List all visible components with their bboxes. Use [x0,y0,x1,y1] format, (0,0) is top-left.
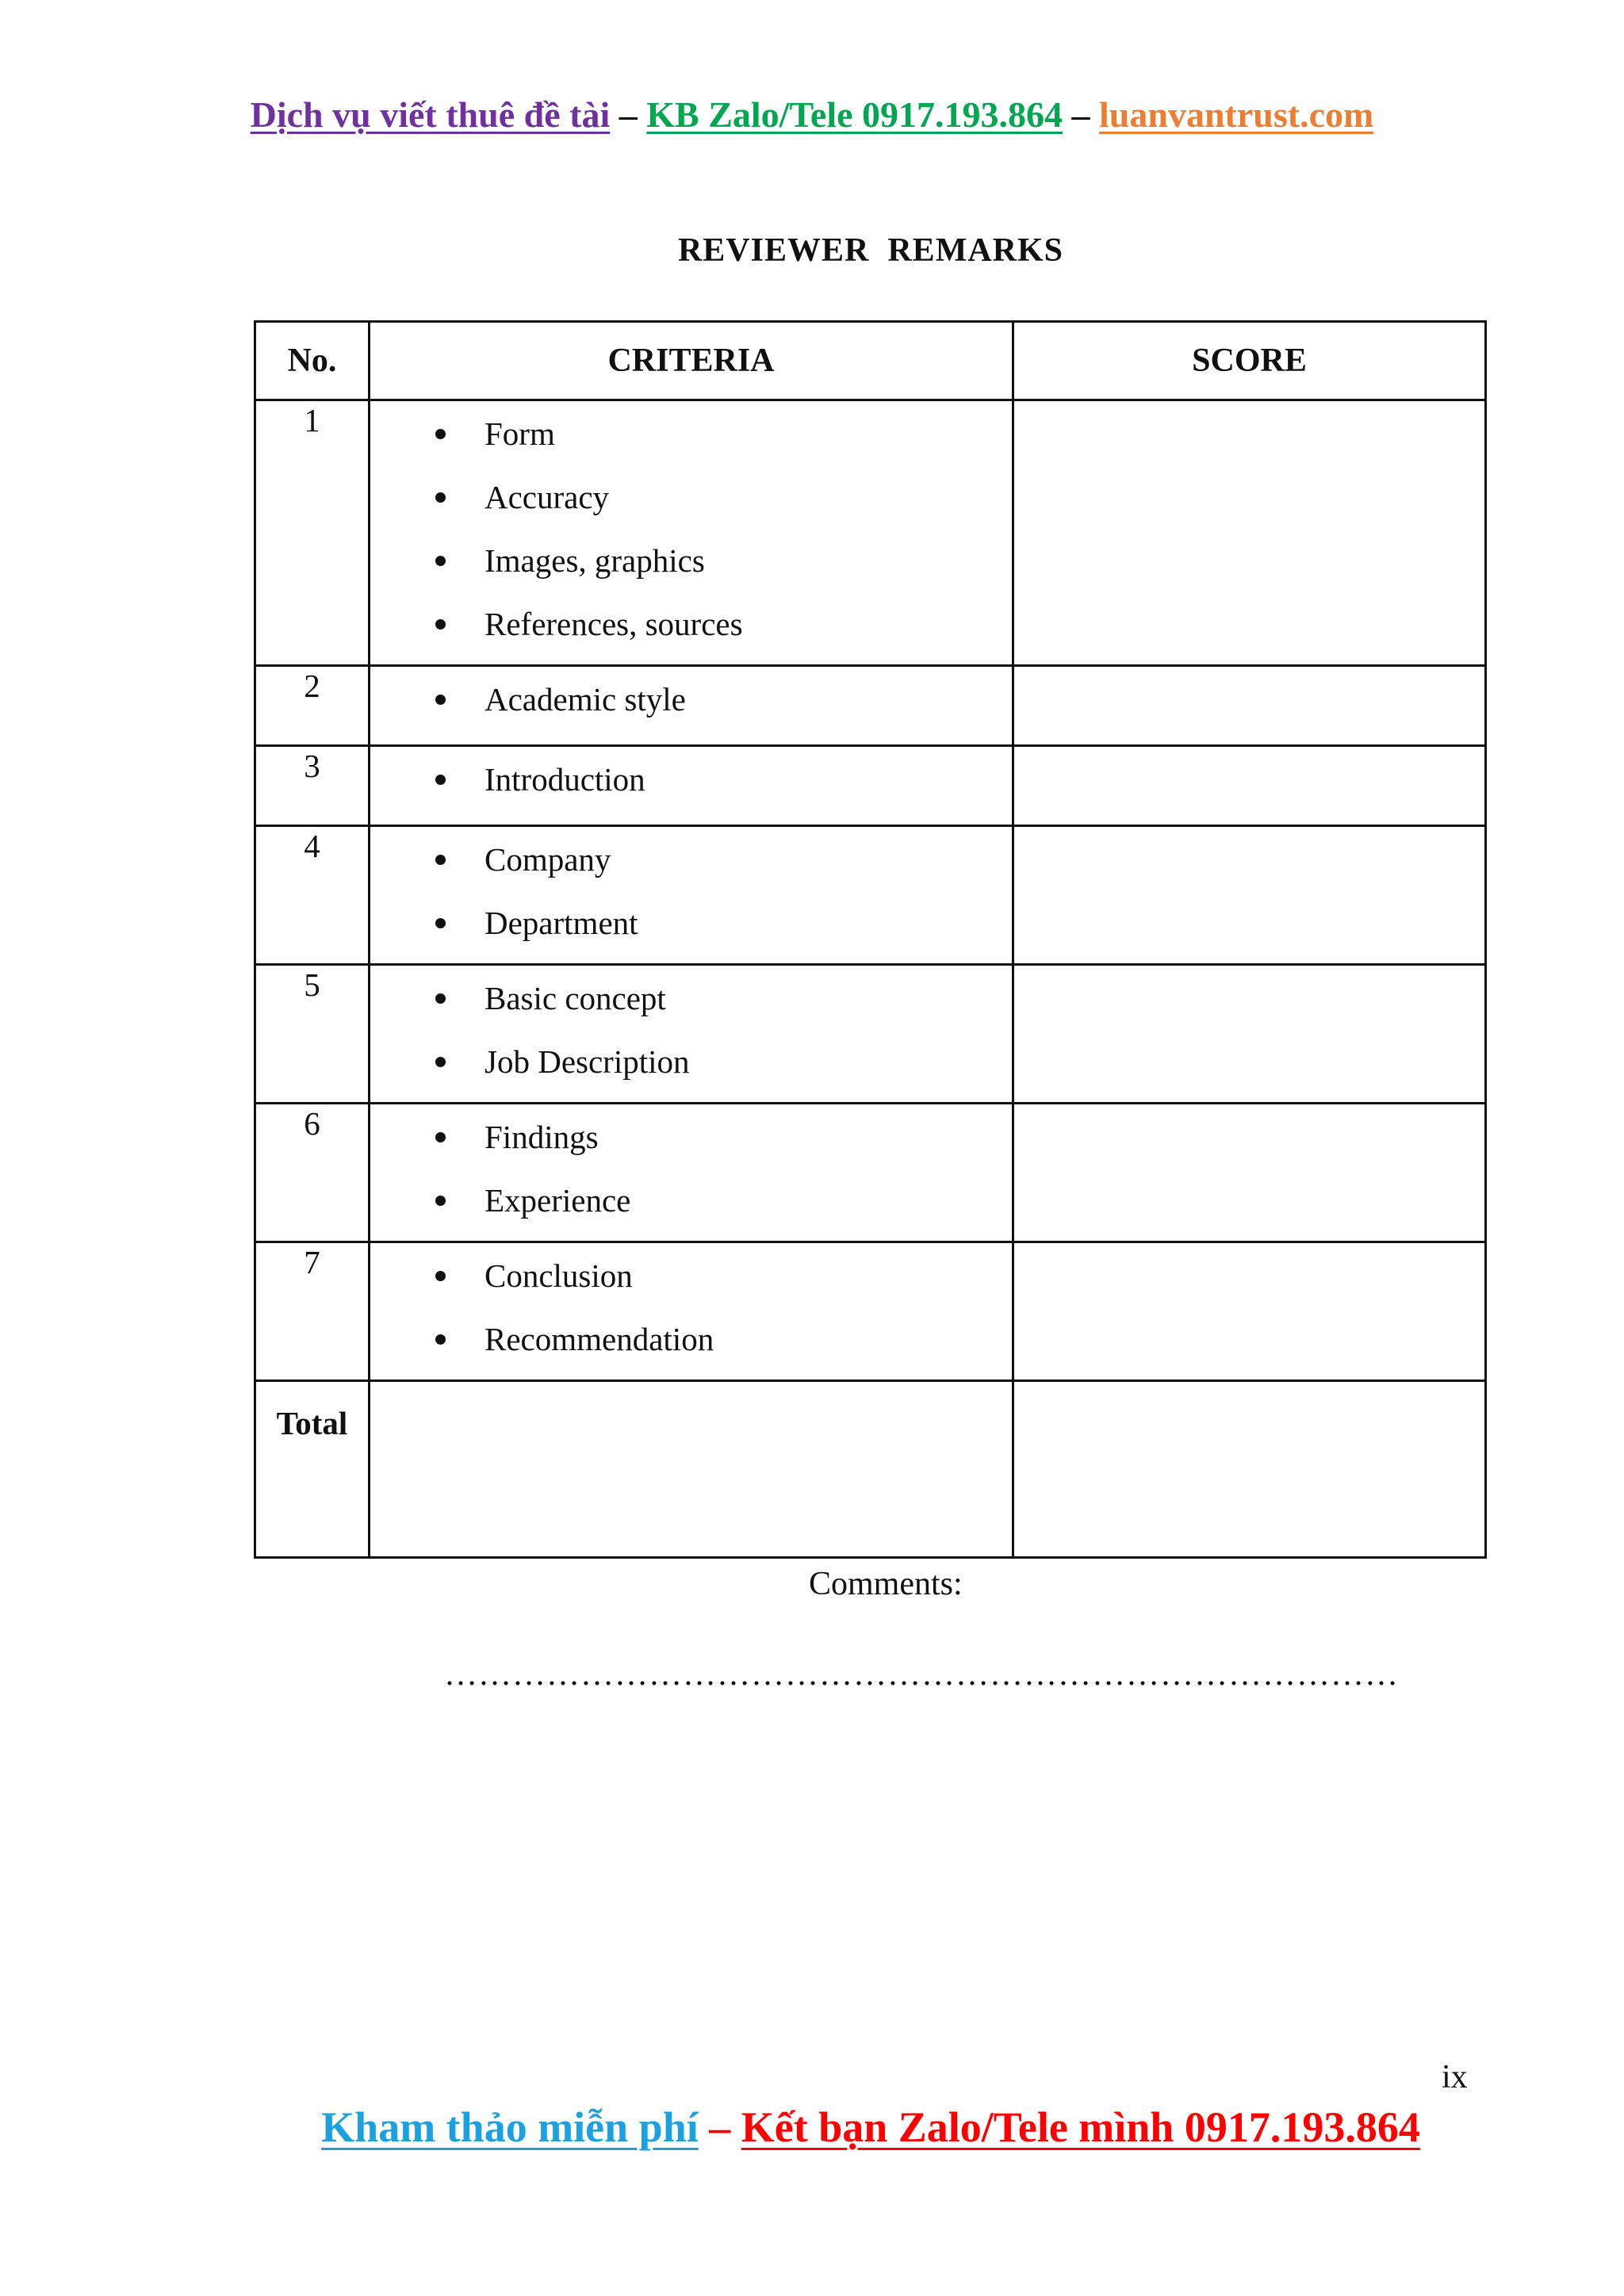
row-number: 4 [255,826,370,965]
criteria-item: Accuracy [370,474,1012,538]
contact-link[interactable]: KB Zalo/Tele 0917.193.864 [646,94,1063,135]
header-score: SCORE [1013,322,1486,400]
criteria-item: Basic concept [370,975,1012,1039]
score-cell[interactable] [1013,965,1486,1104]
header-separator: – [619,94,638,135]
table-row [255,1104,1486,1242]
criteria-item: Department [370,900,1012,963]
total-score-cell[interactable] [1013,1381,1486,1558]
criteria-cell [370,746,1013,826]
table-row [255,746,1486,826]
footer-banner [0,2103,1624,2152]
criteria-item: Job Description [370,1039,1012,1102]
criteria-item: Experience [370,1177,1012,1241]
table-row [255,666,1486,746]
score-cell[interactable] [1013,1242,1486,1381]
row-number: 2 [255,666,370,746]
header-no: No. [255,322,370,400]
table-header-row [255,322,1486,400]
criteria-item: Academic style [370,676,1012,740]
criteria-cell [370,1242,1013,1381]
header-banner [0,94,1624,136]
criteria-cell [370,1104,1013,1242]
criteria-item: Images, graphics [370,538,1012,601]
criteria-cell [370,826,1013,965]
table-row [255,400,1486,666]
score-cell[interactable] [1013,1104,1486,1242]
comments-line[interactable]: ………………………………………………………………………… [444,1656,1399,1693]
document-title: REVIEWER REMARKS [677,232,1064,269]
score-cell[interactable] [1013,666,1486,746]
footer-contact-link[interactable]: Kết bạn Zalo/Tele mình 0917.193.864 [741,2103,1420,2151]
page-number: ix [1442,2059,1468,2095]
criteria-item: Recommendation [370,1316,1012,1380]
criteria-item: Introduction [370,756,1012,820]
total-row [255,1381,1486,1558]
service-link[interactable]: Dịch vụ viết thuê đề tài [250,94,611,135]
criteria-item: Conclusion [370,1253,1012,1316]
row-number: 7 [255,1242,370,1381]
criteria-cell [370,400,1013,666]
score-cell[interactable] [1013,400,1486,666]
table-row [255,965,1486,1104]
criteria-cell [370,666,1013,746]
criteria-item: References, sources [370,601,1012,664]
row-number: 6 [255,1104,370,1242]
row-number: 5 [255,965,370,1104]
criteria-item: Findings [370,1114,1012,1177]
table-row [255,1242,1486,1381]
table-row [255,826,1486,965]
row-number: 1 [255,400,370,666]
total-criteria-cell [370,1381,1013,1558]
score-cell[interactable] [1013,826,1486,965]
header-criteria: CRITERIA [370,322,1013,400]
criteria-item: Form [370,411,1012,474]
comments-label: Comments: [809,1566,963,1602]
website-link[interactable]: luanvantrust.com [1099,94,1374,135]
total-label: Total [255,1381,370,1558]
footer-separator: – [709,2103,731,2151]
criteria-item: Company [370,836,1012,900]
free-reference-link[interactable]: Kham thảo miễn phí [321,2103,699,2151]
header-separator: – [1071,94,1090,135]
row-number: 3 [255,746,370,826]
score-cell[interactable] [1013,746,1486,826]
criteria-cell [370,965,1013,1104]
reviewer-remarks-table [254,320,1487,1559]
